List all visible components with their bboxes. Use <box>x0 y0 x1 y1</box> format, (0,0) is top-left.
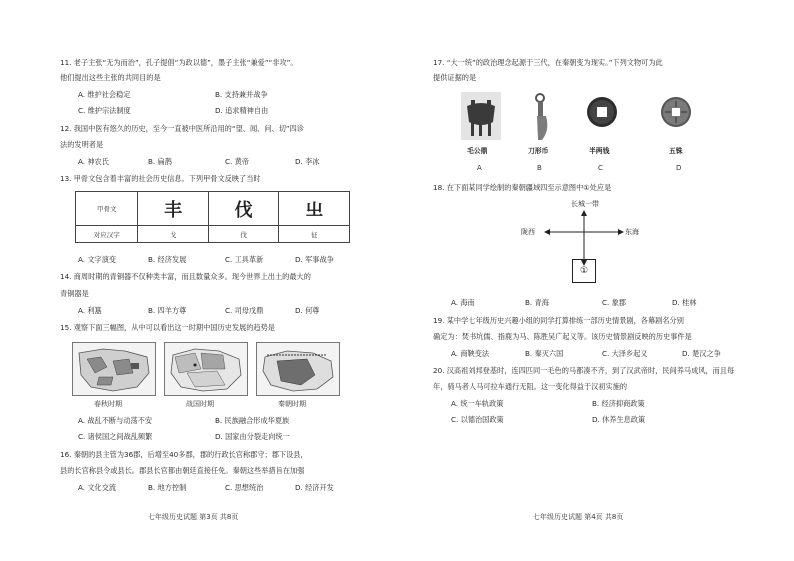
map-caption-chunqiu: 春秋时期 <box>94 400 122 408</box>
q14-line1: 14. 商周时期的青铜器不仅种类丰富，而且数量众多。现今世界上出土的最大的 <box>60 272 311 281</box>
q13-line1: 13. 甲骨文包含着丰富的社会历史信息。下列甲骨文反映了当时 <box>60 174 261 183</box>
q20-option-a: A. 统一车轨政策 <box>451 399 504 408</box>
q16-line2: 县的长官称县令或县长。郡县长官都由朝廷直接任免。秦朝这些举措旨在加强 <box>60 466 305 475</box>
diagram-label-east: 东海 <box>625 228 639 236</box>
q12-line1: 12. 我国中医有悠久的历史，至今一直被中医所沿用的“望、闻、问、切”四诊 <box>60 124 304 133</box>
q20-option-d: D. 休养生息政策 <box>592 415 646 424</box>
q15-option-a: A. 战乱不断与动荡不安 <box>78 416 153 425</box>
map-zhanguo-image <box>165 343 247 395</box>
oracle-glyph-ge: 丰 <box>138 192 209 226</box>
q11-option-c: C. 维护宗法制度 <box>78 106 131 115</box>
q16-option-d: D. 经济开发 <box>295 483 334 492</box>
map-chunqiu <box>72 342 156 396</box>
q13-option-d: D. 军事战争 <box>295 255 334 264</box>
q16-option-b: B. 地方控制 <box>148 483 187 492</box>
map-qin-image <box>257 343 339 395</box>
right-page <box>397 0 794 561</box>
q12-option-c: C. 黄帝 <box>225 157 249 166</box>
hanzi-cell-1: 戈 <box>138 226 209 243</box>
left-page-footer: 七年级历史试题 第3页 共8页 <box>148 513 239 521</box>
q19-line2: 确定为：焚书坑儒、指鹿为马、陈胜吴广起义等。该历史情景剧反映的历史事件是 <box>433 332 692 341</box>
q13-option-a: A. 文字演变 <box>78 255 117 264</box>
q11-option-d: D. 追求精神自由 <box>215 106 269 115</box>
diagram-label-west: 陇西 <box>521 228 535 236</box>
q19-option-a: A. 商鞅变法 <box>451 349 490 358</box>
q19-option-b: B. 秦灭六国 <box>525 349 564 358</box>
artifact-knife-coin-image <box>532 92 554 142</box>
q17-line1: 17. “大一统”的政治理念起源于三代，在秦朝变为现实。”下列文物可为此 <box>433 58 663 67</box>
q20-option-b: B. 经济抑商政策 <box>592 399 645 408</box>
q15-option-d: D. 国家由分裂走向统一 <box>215 432 290 441</box>
hanzi-cell-3: 征 <box>279 226 350 243</box>
q16-option-c: C. 思想统治 <box>225 483 264 492</box>
table-header-oracle: 甲骨文 <box>76 192 138 226</box>
artifact-letter-d: D <box>676 164 682 172</box>
q20-option-c: C. 以德治国政策 <box>451 415 504 424</box>
q15-line1: 15. 观察下面三幅图，从中可以看出这一时期中国历史发展的趋势是 <box>60 323 275 332</box>
q16-option-a: A. 文化交流 <box>78 483 117 492</box>
q15-option-b: B. 民族融合形成华夏族 <box>215 416 290 425</box>
artifact-wuzhu-image <box>659 95 693 129</box>
map-caption-qin: 秦朝时期 <box>278 400 306 408</box>
q12-line2: 法的发明者是 <box>60 140 104 149</box>
q11-line2: 他们提出这些主张的共同目的是 <box>60 73 161 82</box>
q13-option-c: C. 工具革新 <box>225 255 264 264</box>
q11-line1: 11. 老子主张“无为而治”，孔子提倡“为政以德”，墨子主张“兼爱”“非攻”。 <box>60 58 298 67</box>
q12-option-a: A. 神农氏 <box>78 157 109 166</box>
artifact-letter-a: A <box>477 164 482 172</box>
artifact-ding-image <box>461 92 501 140</box>
artifact-letter-c: C <box>598 164 603 172</box>
q19-option-c: C. 大泽乡起义 <box>602 349 648 358</box>
q12-option-b: B. 扁鹊 <box>148 157 172 166</box>
q19-line1: 19. 某中学七年级历史兴趣小组的同学打算排练一部历史情景剧，各幕剧名分别 <box>433 316 684 325</box>
oracle-bone-table <box>75 191 350 243</box>
q14-option-d: D. 何尊 <box>295 306 320 315</box>
q20-line1: 20. 汉高祖刘邦登基时，连四匹同一毛色的马都凑不齐，到了汉武帝时，民间养马成风，而且每 <box>433 366 735 375</box>
q19-option-d: D. 楚汉之争 <box>682 349 721 358</box>
q13-option-b: B. 经济发展 <box>148 255 187 264</box>
q17-line2: 提供证据的是 <box>433 73 477 82</box>
artifact-caption-a: 毛公鼎 <box>467 147 488 155</box>
map-qin <box>256 342 340 396</box>
artifact-letter-b: B <box>537 164 542 172</box>
map-zhanguo <box>164 342 248 396</box>
q18-option-a: A. 海南 <box>451 298 475 307</box>
diagram-label-north: 长城一带 <box>571 200 599 208</box>
q18-option-c: C. 象郡 <box>602 298 626 307</box>
q20-line2: 年，骑马者人马可拉车通行无阻。这一变化得益于汉初实施的 <box>433 382 628 391</box>
artifact-banliang-image <box>585 95 619 129</box>
q11-option-b: B. 支持兼并战争 <box>215 90 268 99</box>
q18-option-d: D. 桂林 <box>672 298 697 307</box>
q12-option-d: D. 李冰 <box>295 157 320 166</box>
map-caption-zhanguo: 战国时期 <box>186 400 214 408</box>
artifact-caption-b: 刀形币 <box>528 147 549 155</box>
q18-line1: 18. 在下面某同学绘制的秦朝疆域四至示意图中①处应是 <box>433 183 612 192</box>
q15-option-c: C. 诸侯国之间战乱频繁 <box>78 432 153 441</box>
q14-option-b: B. 四羊方尊 <box>148 306 187 315</box>
q14-option-c: C. 司母戊鼎 <box>225 306 264 315</box>
diagram-marker-box: ① <box>572 259 596 283</box>
right-page-footer: 七年级历史试题 第4页 共8页 <box>533 513 624 521</box>
q14-line2: 青铜器是 <box>60 289 89 298</box>
q16-line1: 16. 秦朝的县主管为36郡，后增至40多郡，郡的行政长官称郡守；郡下设县， <box>60 450 308 459</box>
table-header-hanzi: 对应汉字 <box>76 226 138 243</box>
q14-option-a: A. 利簋 <box>78 306 102 315</box>
oracle-glyph-zheng: 㞢 <box>279 192 350 226</box>
q11-option-a: A. 维护社会稳定 <box>78 90 131 99</box>
artifact-caption-d: 五铢 <box>669 147 683 155</box>
hanzi-cell-2: 伐 <box>208 226 279 243</box>
map-chunqiu-image <box>73 343 155 395</box>
oracle-glyph-fa: 伐 <box>208 192 279 226</box>
q18-option-b: B. 青海 <box>525 298 549 307</box>
artifact-caption-c: 半两钱 <box>589 147 610 155</box>
